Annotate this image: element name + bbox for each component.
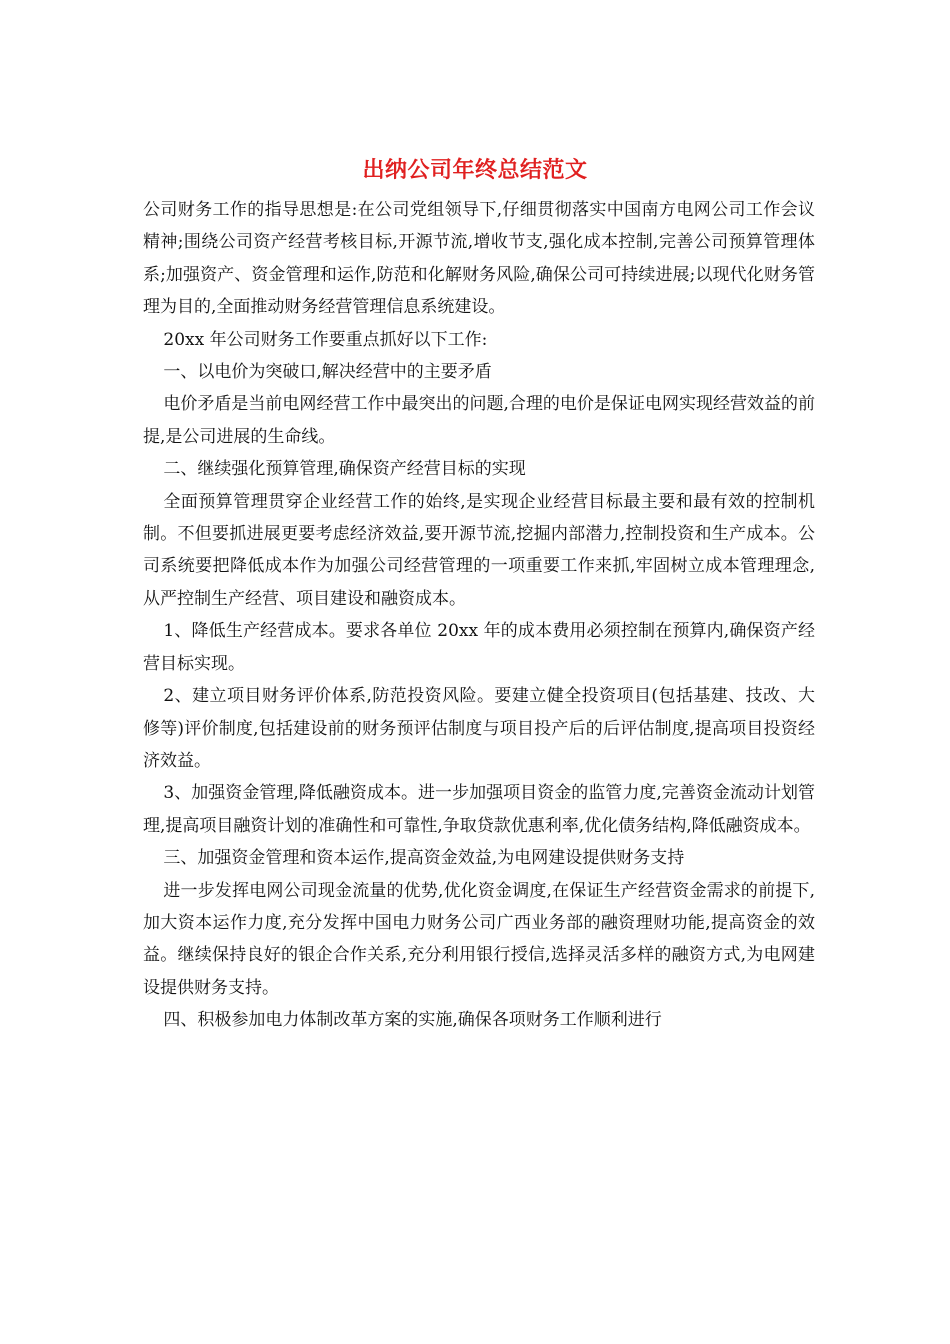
paragraph-key-tasks-intro: 20xx 年公司财务工作要重点抓好以下工作: xyxy=(163,329,488,350)
paragraph-capital-operation: 进一步发挥电网公司现金流量的优势,优化资金调度,在保证生产经营资金需求的前提下,加大资本运作力度,充分发挥中国电力财务公司广西业务部的融资理财功能,提高资金的效益。继续保持良好的银企合作关系,充分利用银行授信,选择灵活多样的融资方式,为电网建设提供财务支持。 xyxy=(143,880,815,998)
paragraph-electricity-price: 电价矛盾是当前电网经营工作中最突出的问题,合理的电价是保证电网实现经营效益的前提,是公司进展的生命线。 xyxy=(143,394,815,447)
section-heading-1: 一、以电价为突破口,解决经营中的主要矛盾 xyxy=(163,362,492,383)
paragraph-guiding-principle: 公司财务工作的指导思想是:在公司党组领导下,仔细贯彻落实中国南方电网公司工作会议精神;围绕公司资产经营考核目标,开源节流,增收节支,强化成本控制,完善公司预算管理体系;加强资产、资金管理和运作,防范和化解财务风险,确保公司可持续进展;以现代化财务管理为目的,全面推动财务经营管理信息系统建设。 xyxy=(143,200,815,318)
section-heading-4: 四、积极参加电力体制改革方案的实施,确保各项财务工作顺利进行 xyxy=(163,1010,662,1031)
list-item-1: 1、降低生产经营成本。要求各单位 20xx 年的成本费用必须控制在预算内,确保资产经营目标实现。 xyxy=(143,621,815,674)
list-item-3: 3、加强资金管理,降低融资成本。进一步加强项目资金的监管力度,完善资金流动计划管理,提高项目融资计划的准确性和可靠性,争取贷款优惠利率,优化债务结构,降低融资成本。 xyxy=(143,783,815,836)
section-heading-2: 二、继续强化预算管理,确保资产经营目标的实现 xyxy=(163,459,526,480)
section-heading-3: 三、加强资金管理和资本运作,提高资金效益,为电网建设提供财务支持 xyxy=(163,848,685,869)
document-body xyxy=(143,194,815,1037)
paragraph-budget-management: 全面预算管理贯穿企业经营工作的始终,是实现企业经营目标最主要和最有效的控制机制。不但要抓进展更要考虑经济效益,要开源节流,挖掘内部潜力,控制投资和生产成本。公司系统要把降低成本作为加强公司经营管理的一项重要工作来抓,牢固树立成本管理理念,从严控制生产经营、项目建设和融资成本。 xyxy=(143,491,815,609)
document-title: 出纳公司年终总结范文 xyxy=(362,157,588,183)
list-item-2: 2、建立项目财务评价体系,防范投资风险。要建立健全投资项目(包括基建、技改、大修等)评价制度,包括建设前的财务预评估制度与项目投产后的后评估制度,提高项目投资经济效益。 xyxy=(143,686,815,771)
